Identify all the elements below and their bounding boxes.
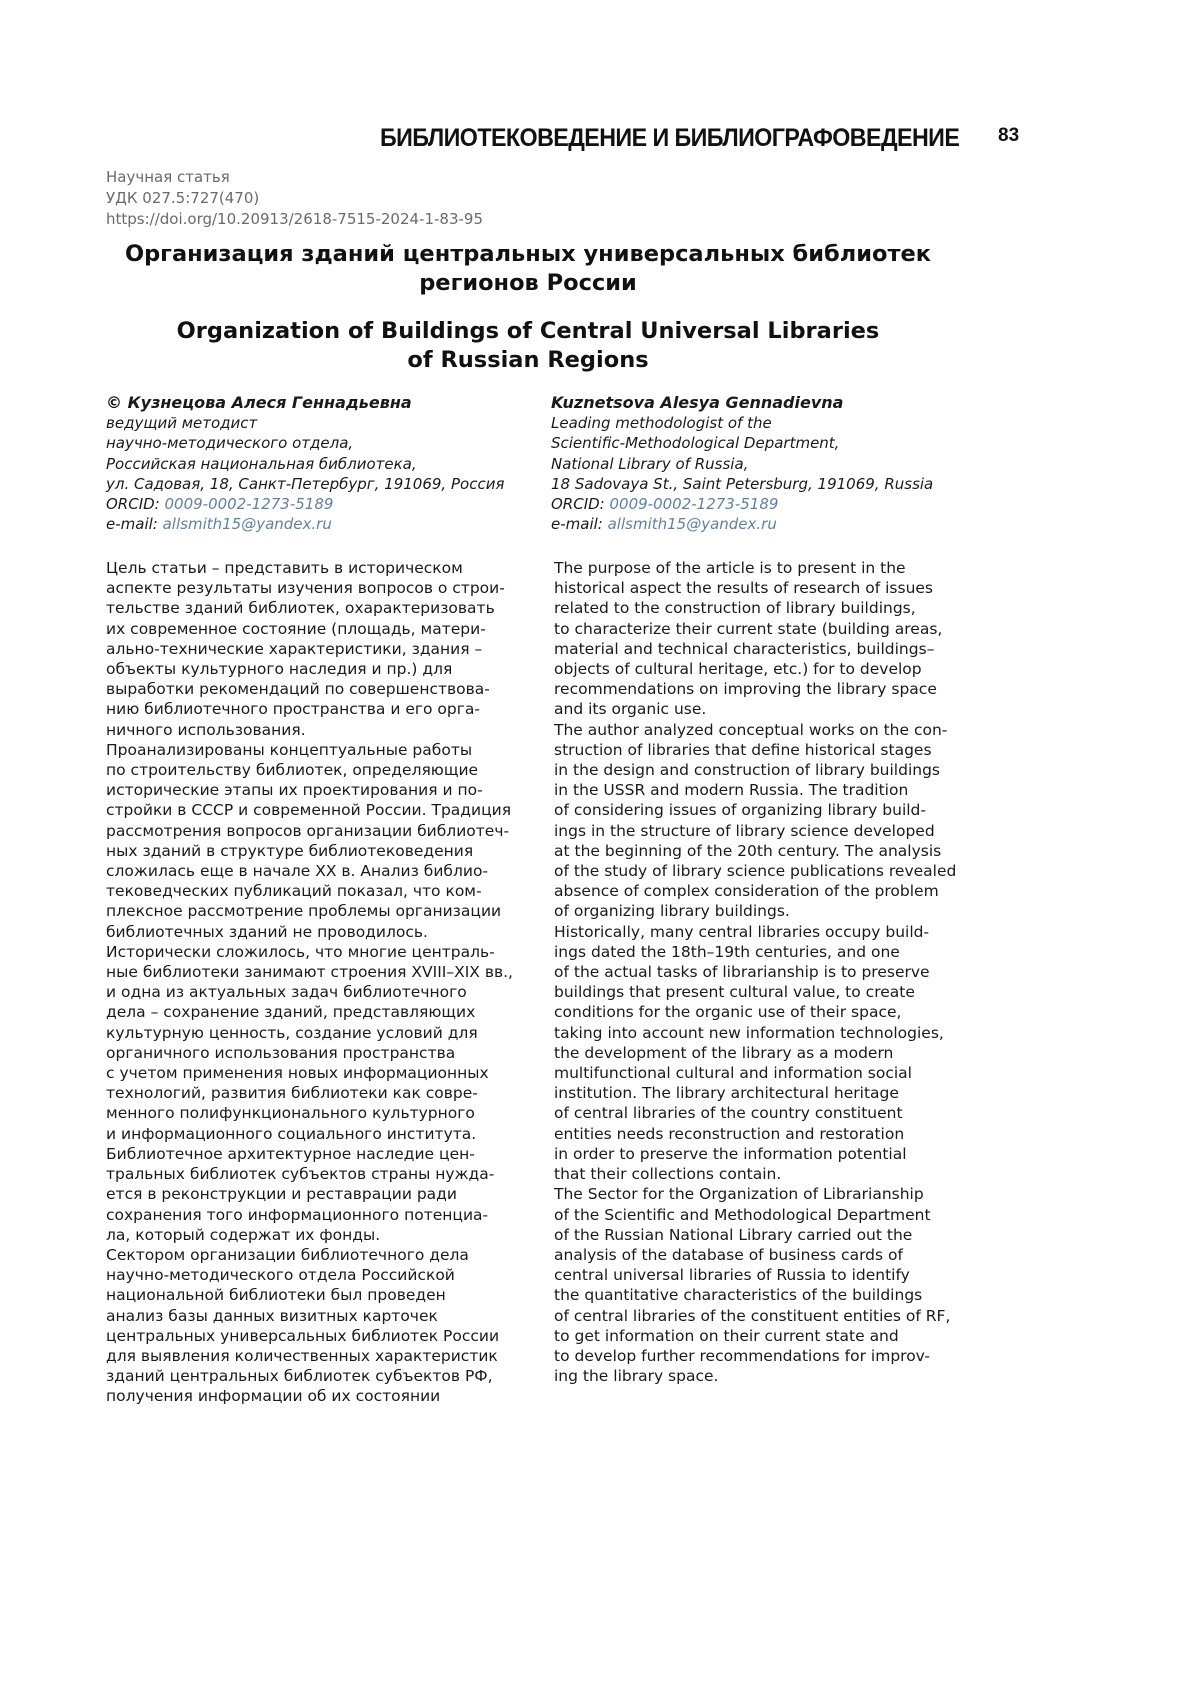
article-title-ru [100,240,956,298]
abstract-line: органичного использования пространства [106,1043,513,1063]
orcid-row-ru [106,494,504,514]
abstract-line: struction of libraries that define historical stages [554,740,956,760]
abstract-line: ing the library space. [554,1366,956,1386]
author-position-ru: ведущий методист [106,413,504,433]
abstract-line: ings dated the 18th–19th centuries, and one [554,942,956,962]
title-en-line: of Russian Regions [100,346,956,375]
abstract-line: historical aspect the results of research of issues [554,578,956,598]
abstract-line: of organizing library buildings. [554,901,956,921]
abstract-line: The author analyzed conceptual works on the con- [554,720,956,740]
abstract-line: and its organic use. [554,699,956,719]
abstract-line: in the USSR and modern Russia. The tradition [554,780,956,800]
abstract-line: the development of the library as a modern [554,1043,956,1063]
abstract-line: нию библиотечного пространства и его орга- [106,699,513,719]
author-position-en: Leading methodologist of the [551,413,933,433]
abstract-line: of the Russian National Library carried out the [554,1225,956,1245]
abstract-line: стройки в СССР и современной России. Традиция [106,800,513,820]
abstract-line: технологий, развития библиотеки как совре- [106,1083,513,1103]
abstract-line: of the Scientific and Methodological Department [554,1205,956,1225]
abstract-line: менного полифункционального культурного [106,1103,513,1123]
abstract-line: их современное состояние (площадь, матери- [106,619,513,639]
abstract-line: ничного использования. [106,720,513,740]
abstract-line: тековедческих публикаций показал, что ком- [106,881,513,901]
email-label: e-mail: [551,515,608,533]
abstract-line: и информационного социального института. [106,1124,513,1144]
author-organization-en: National Library of Russia, [551,454,933,474]
abstract-line: central universal libraries of Russia to identify [554,1265,956,1285]
author-block-ru [106,393,504,534]
abstract-line: ется в реконструкции и реставрации ради [106,1184,513,1204]
abstract-line: культурную ценность, создание условий для [106,1023,513,1043]
journal-section-title: БИБЛИОТЕКОВЕДЕНИЕ И БИБЛИОГРАФОВЕДЕНИЕ [380,124,959,153]
email-link[interactable]: allsmith15@yandex.ru [163,515,332,533]
abstract-line: выработки рекомендаций по совершенствова- [106,679,513,699]
abstract-line: entities needs reconstruction and restoration [554,1124,956,1144]
abstract-line: to develop further recommendations for improv- [554,1346,956,1366]
abstract-line: recommendations on improving the library space [554,679,956,699]
abstract-line: taking into account new information technologies, [554,1023,956,1043]
abstract-line: дела – сохранение зданий, представляющих [106,1002,513,1022]
udc-code: УДК 027.5:727(470) [106,188,483,209]
abstract-ru [106,558,513,1407]
article-title-en [100,317,956,375]
author-department-ru: научно-методического отдела, [106,433,504,453]
title-en-line: Organization of Buildings of Central Universal Libraries [100,317,956,346]
abstract-line: Проанализированы концептуальные работы [106,740,513,760]
abstract-line: объекты культурного наследия и пр.) для [106,659,513,679]
abstract-line: центральных универсальных библиотек России [106,1326,513,1346]
abstract-line: рассмотрения вопросов организации библиотеч- [106,821,513,841]
email-link[interactable]: allsmith15@yandex.ru [608,515,777,533]
abstract-line: conditions for the organic use of their space, [554,1002,956,1022]
abstract-line: of the actual tasks of librarianship is to preserve [554,962,956,982]
abstract-line: objects of cultural heritage, etc.) for to develop [554,659,956,679]
orcid-link[interactable]: 0009-0002-1273-5189 [165,495,334,513]
abstract-line: Библиотечное архитектурное наследие цен- [106,1144,513,1164]
abstract-line: that their collections contain. [554,1164,956,1184]
abstract-line: научно-методического отдела Российской [106,1265,513,1285]
author-name-ru: © Кузнецова Алеся Геннадьевна [106,393,504,413]
author-block-en [551,393,933,534]
title-ru-line: Организация зданий центральных универсальных библиотек [100,240,956,269]
author-organization-ru: Российская национальная библиотека, [106,454,504,474]
abstract-line: тральных библиотек субъектов страны нужда- [106,1164,513,1184]
running-header [380,124,1080,160]
abstract-line: ально-технические характеристики, здания – [106,639,513,659]
abstract-line: национальной библиотеки был проведен [106,1285,513,1305]
abstract-line: сохранения того информационного потенциа- [106,1205,513,1225]
orcid-label: ORCID: [551,495,610,513]
author-address-ru: ул. Садовая, 18, Санкт-Петербург, 191069, Россия [106,474,504,494]
abstract-line: to characterize their current state (building areas, [554,619,956,639]
article-meta [106,167,483,230]
article-type: Научная статья [106,167,483,188]
abstract-line: institution. The library architectural heritage [554,1083,956,1103]
abstract-line: Сектором организации библиотечного дела [106,1245,513,1265]
abstract-line: of central libraries of the country constituent [554,1103,956,1123]
abstract-line: the quantitative characteristics of the buildings [554,1285,956,1305]
orcid-row-en [551,494,933,514]
abstract-line: зданий центральных библиотек субъектов РФ, [106,1366,513,1386]
abstract-line: и одна из актуальных задач библиотечного [106,982,513,1002]
email-row-en [551,514,933,534]
abstract-line: библиотечных зданий не проводилось. [106,922,513,942]
abstract-line: of considering issues of organizing library build- [554,800,956,820]
orcid-link[interactable]: 0009-0002-1273-5189 [610,495,779,513]
abstract-line: тельстве зданий библиотек, охарактеризовать [106,598,513,618]
page-number: 83 [998,125,1019,147]
abstract-en [554,558,956,1386]
abstract-line: аспекте результаты изучения вопросов о строи- [106,578,513,598]
abstract-line: material and technical characteristics, buildings– [554,639,956,659]
doi-link[interactable]: https://doi.org/10.20913/2618-7515-2024-1-83-95 [106,209,483,230]
journal-page [0,0,1200,1697]
abstract-line: получения информации об их состоянии [106,1386,513,1406]
abstract-line: buildings that present cultural value, to create [554,982,956,1002]
orcid-label: ORCID: [106,495,165,513]
abstract-line: ла, который содержат их фонды. [106,1225,513,1245]
abstract-line: исторические этапы их проектирования и по- [106,780,513,800]
abstract-line: анализ базы данных визитных карточек [106,1306,513,1326]
abstract-line: at the beginning of the 20th century. The analysis [554,841,956,861]
abstract-line: для выявления количественных характеристик [106,1346,513,1366]
abstract-line: Исторически сложилось, что многие централь- [106,942,513,962]
abstract-line: absence of complex consideration of the problem [554,881,956,901]
email-label: e-mail: [106,515,163,533]
abstract-line: multifunctional cultural and information social [554,1063,956,1083]
title-ru-line: регионов России [100,269,956,298]
abstract-line: to get information on their current state and [554,1326,956,1346]
abstract-line: ных зданий в структуре библиотековедения [106,841,513,861]
abstract-line: of the study of library science publications revealed [554,861,956,881]
abstract-line: related to the construction of library buildings, [554,598,956,618]
abstract-line: ings in the structure of library science developed [554,821,956,841]
abstract-line: плексное рассмотрение проблемы организации [106,901,513,921]
abstract-line: in the design and construction of library buildings [554,760,956,780]
abstract-line: ные библиотеки занимают строения XVIII–XIX вв., [106,962,513,982]
abstract-line: с учетом применения новых информационных [106,1063,513,1083]
abstract-line: Цель статьи – представить в историческом [106,558,513,578]
email-row-ru [106,514,504,534]
abstract-line: The purpose of the article is to present in the [554,558,956,578]
abstract-line: Historically, many central libraries occupy build- [554,922,956,942]
abstract-line: analysis of the database of business cards of [554,1245,956,1265]
author-name-en: Kuznetsova Alesya Gennadievna [551,393,933,413]
abstract-line: in order to preserve the information potential [554,1144,956,1164]
author-address-en: 18 Sadovaya St., Saint Petersburg, 191069, Russia [551,474,933,494]
abstract-line: The Sector for the Organization of Librarianship [554,1184,956,1204]
abstract-line: of central libraries of the constituent entities of RF, [554,1306,956,1326]
abstract-line: по строительству библиотек, определяющие [106,760,513,780]
abstract-line: сложилась еще в начале XX в. Анализ библио- [106,861,513,881]
author-department-en: Scientific-Methodological Department, [551,433,933,453]
